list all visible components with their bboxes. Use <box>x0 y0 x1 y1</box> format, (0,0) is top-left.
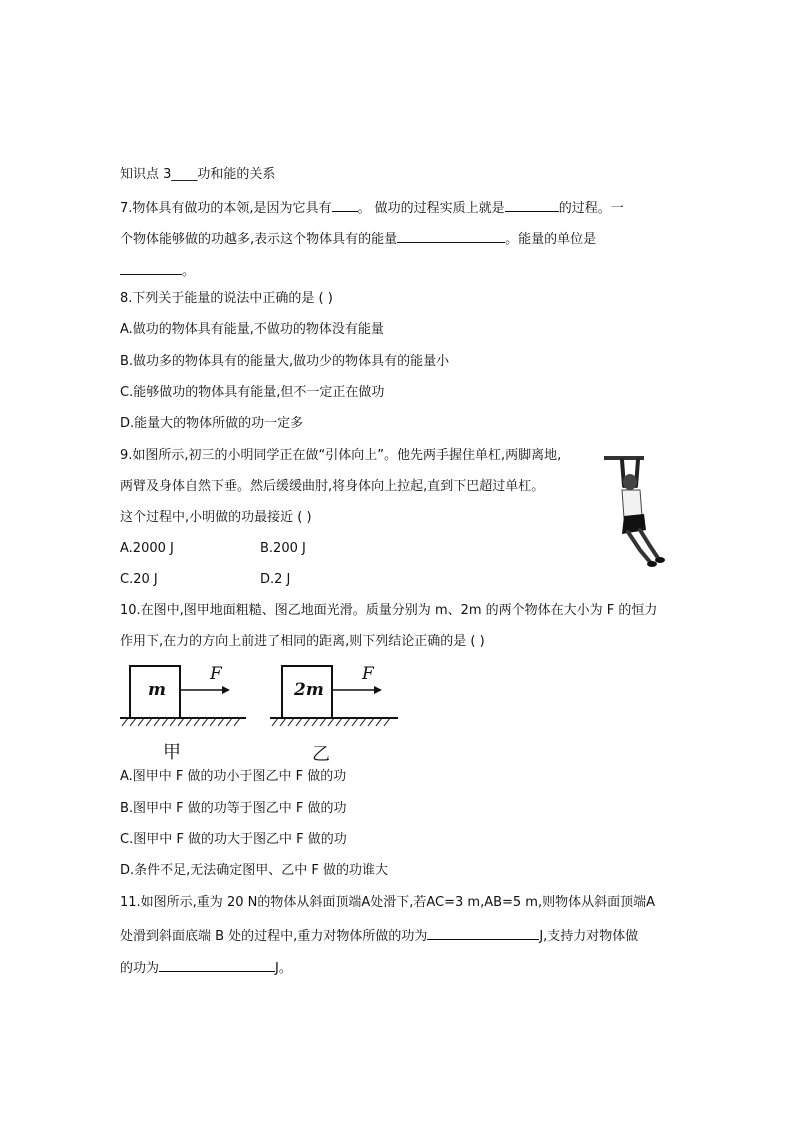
q10-option-c: C.图甲中 F 做的功大于图乙中 F 做的功 <box>120 832 347 847</box>
section-title: 知识点 3____功和能的关系 <box>120 167 276 182</box>
q9-option-b: B.200 J <box>260 541 306 556</box>
q9-option-c: C.20 J <box>120 572 158 587</box>
shoe-left <box>647 561 657 567</box>
q11-line-3 <box>120 957 292 979</box>
head <box>623 474 637 490</box>
q11-line-2 <box>120 925 638 947</box>
q9-line-1: 9.如图所示,初三的小明同学正在做“引体向上”。他先两手握住单杠,两脚离地, <box>120 448 562 463</box>
q10-option-b: B.图甲中 F 做的功等于图乙中 F 做的功 <box>120 801 347 816</box>
q7-blank-4 <box>120 260 182 275</box>
q8-stem: 8.下列关于能量的说法中正确的是 ( ) <box>120 291 333 306</box>
q8-option-c: C.能够做功的物体具有能量,但不一定正在做功 <box>120 385 385 400</box>
mass-label-jia: m <box>148 680 166 700</box>
shoe-right <box>655 557 665 563</box>
q11-blank-1 <box>427 925 539 940</box>
pull-up-figure <box>602 450 678 572</box>
q9-line-3: 这个过程中,小明做的功最接近 ( ) <box>120 510 312 525</box>
caption-yi: 乙 <box>312 744 330 765</box>
q11-text-3a: 的功为 <box>120 961 160 976</box>
q11-line-1: 11.如图所示,重为 20 N的物体从斜面顶端A处滑下,若AC=3 m,AB=5 m,则物体从斜面顶端A <box>120 895 655 910</box>
q7-text-2b: 。能量的单位是 <box>505 232 597 247</box>
force-label-jia: F <box>210 664 222 684</box>
force-arrow-head <box>222 686 230 694</box>
q7-text-1a: 7.物体具有做功的本领,是因为它具有 <box>120 201 332 216</box>
q11-blank-2 <box>159 957 275 972</box>
q7-line-1 <box>120 197 624 219</box>
q7-blank-1 <box>332 197 358 212</box>
q10-line-2: 作用下,在力的方向上前进了相同的距离,则下列结论正确的是 ( ) <box>120 634 485 649</box>
q9-option-d: D.2 J <box>260 572 291 587</box>
torso <box>622 490 642 518</box>
q8-option-a: A.做功的物体具有能量,不做功的物体没有能量 <box>120 322 384 337</box>
q7-text-1c: 的过程。一 <box>558 201 624 216</box>
q10-option-d: D.条件不足,无法确定图甲、乙中 F 做的功谁大 <box>120 863 389 878</box>
q7-blank-3 <box>397 228 505 243</box>
figure-yi-diagram <box>268 660 400 732</box>
q7-text-2a: 个物体能够做的功越多,表示这个物体具有的能量 <box>120 232 398 247</box>
legs <box>628 530 658 562</box>
ground-hatching <box>272 718 390 726</box>
q9-line-2: 两臂及身体自然下垂。然后缓缓曲肘,将身体向上拉起,直到下巴超过单杠。 <box>120 479 545 494</box>
q10-option-a: A.图甲中 F 做的功小于图乙中 F 做的功 <box>120 769 347 784</box>
q8-option-b: B.做功多的物体具有的能量大,做功少的物体具有的能量小 <box>120 354 450 369</box>
q10-line-1: 10.在图中,图甲地面粗糙、图乙地面光滑。质量分别为 m、2m 的两个物体在大小为 F 的恒力 <box>120 603 658 618</box>
mass-label-yi: 2m <box>294 680 324 700</box>
ground-hatching <box>122 718 240 726</box>
q7-text-3b: 。 <box>182 264 196 279</box>
force-label-yi: F <box>362 664 374 684</box>
q11-text-2b: J,支持力对物体做 <box>539 929 639 944</box>
q7-line-2 <box>120 228 596 250</box>
caption-jia: 甲 <box>163 742 181 763</box>
q11-text-2a: 处滑到斜面底端 B 处的过程中,重力对物体所做的功为 <box>120 929 428 944</box>
q8-option-d: D.能量大的物体所做的功一定多 <box>120 416 304 431</box>
q9-option-a: A.2000 J <box>120 541 174 556</box>
q7-line-3 <box>120 260 195 282</box>
figure-jia-diagram <box>118 660 248 732</box>
q7-text-1b: 。 做功的过程实质上就是 <box>357 201 505 216</box>
q7-blank-2 <box>505 197 559 212</box>
force-arrow-head <box>374 686 382 694</box>
q11-text-3b: J。 <box>275 961 292 976</box>
